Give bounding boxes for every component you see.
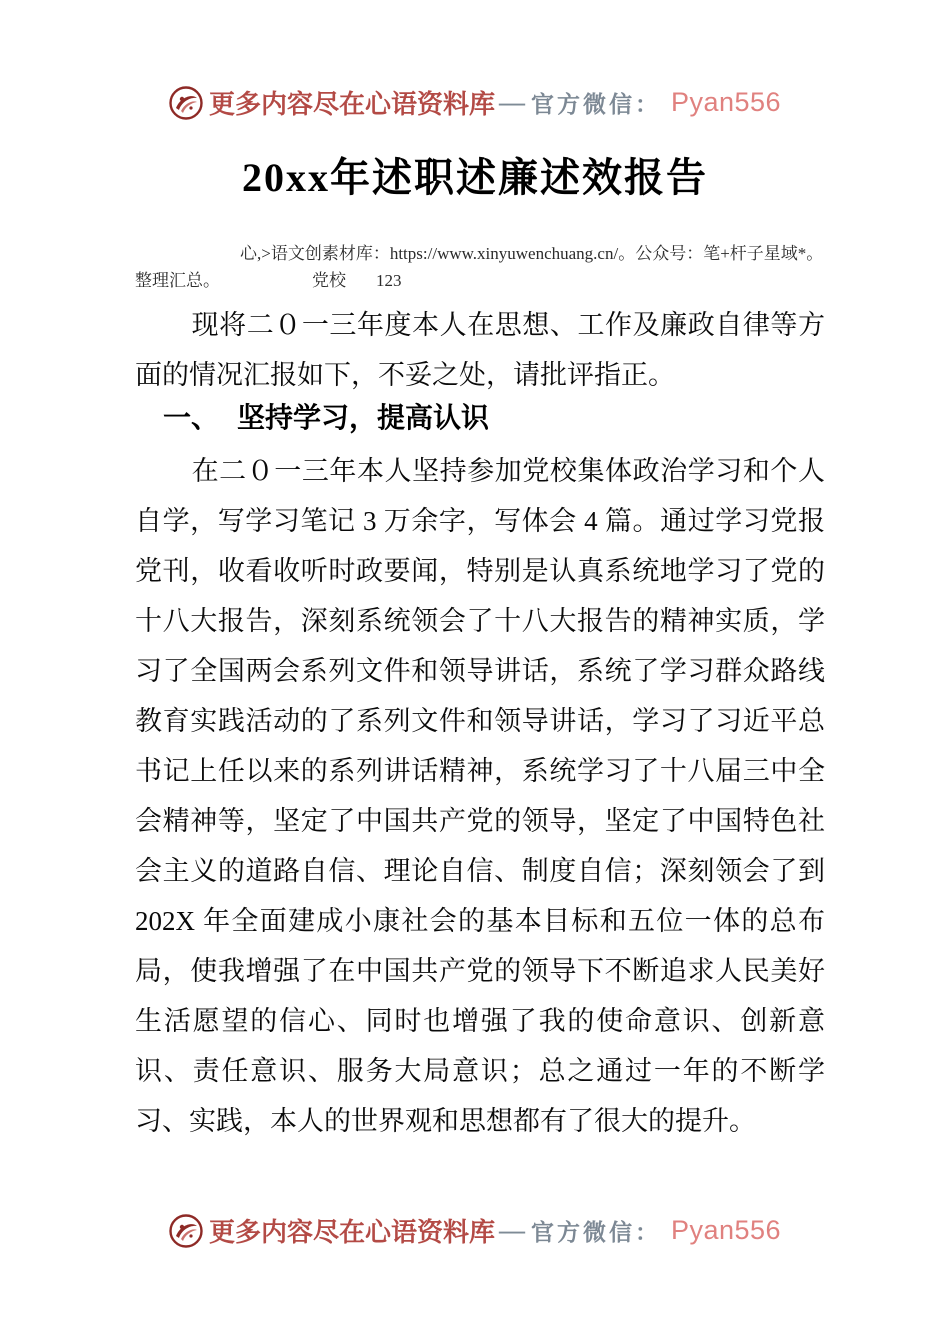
- section-heading-text: 坚持学习，提高认识: [237, 403, 490, 434]
- source-note-line-1: 心,>语文创素材库：https://www.xinyuwenchuang.cn/。公众号：笔+杆子星域*。: [240, 244, 824, 263]
- intro-paragraph-text: 现将二０一三年度本人在思想、工作及廉政自律等方面的情况汇报如下，不妥之处，请批评指正。: [135, 310, 825, 390]
- circular-seal-logo-icon: [169, 1214, 203, 1248]
- watermark-main-text: 更多内容尽在心语资料库: [208, 90, 495, 119]
- intro-paragraph: [135, 300, 825, 400]
- watermark-wechat-label: 官方微信：: [530, 1220, 661, 1245]
- watermark-main-text: 更多内容尽在心语资料库: [208, 1218, 495, 1247]
- source-note-summary: 整理汇总。: [135, 271, 220, 290]
- section-heading-number: 一、: [163, 403, 220, 434]
- watermark-wechat-id: Pyan556: [670, 1215, 782, 1245]
- section-1-paragraph: [135, 446, 825, 1146]
- source-note: [135, 240, 825, 294]
- watermark-dash: —: [498, 87, 525, 117]
- footer-watermark: [0, 1212, 950, 1249]
- circular-seal-logo-icon: [169, 86, 203, 120]
- source-note-number: 123: [376, 271, 402, 290]
- source-note-line-2: [135, 267, 825, 294]
- watermark-wechat-label: 官方微信：: [530, 92, 661, 117]
- section-1-paragraph-text: 在二０一三年本人坚持参加党校集体政治学习和个人自学，写学习笔记 3 万余字，写体会 4 篇。通过学习党报党刊，收看收听时政要闻，特别是认真系统地学习了党的十八大报告，深刻系统领会了十八大报告的精神实质，学习了全国两会系列文件和领导讲话，系统了学习群众路线教育实践活动的了系列文件和领导讲话，学习了习近平总书记上任以来的系列讲话精神，系统学习了十八届三中全会精神等，坚定了中国共产党的领导，坚定了中国特色社会主义的道路自信、理论自信、制度自信；深刻领会了到 202X 年全面建成小康社会的基本目标和五位一体的总布局，使我增强了在中国共产党的领导下不断追求人民美好生活愿望的信心、同时也增强了我的使命意识、创新意识、责任意识、服务大局意识；总之通过一年的不断学习、实践，本人的世界观和思想都有了很大的提升。: [135, 456, 825, 1136]
- section-heading-1: [135, 396, 825, 442]
- watermark-dash: —: [498, 1215, 525, 1245]
- watermark-wechat-id: Pyan556: [670, 87, 782, 117]
- page-title: 20xx年述职述廉述效报告: [242, 155, 708, 200]
- source-note-org: 党校: [312, 271, 346, 290]
- header-watermark: [0, 84, 950, 121]
